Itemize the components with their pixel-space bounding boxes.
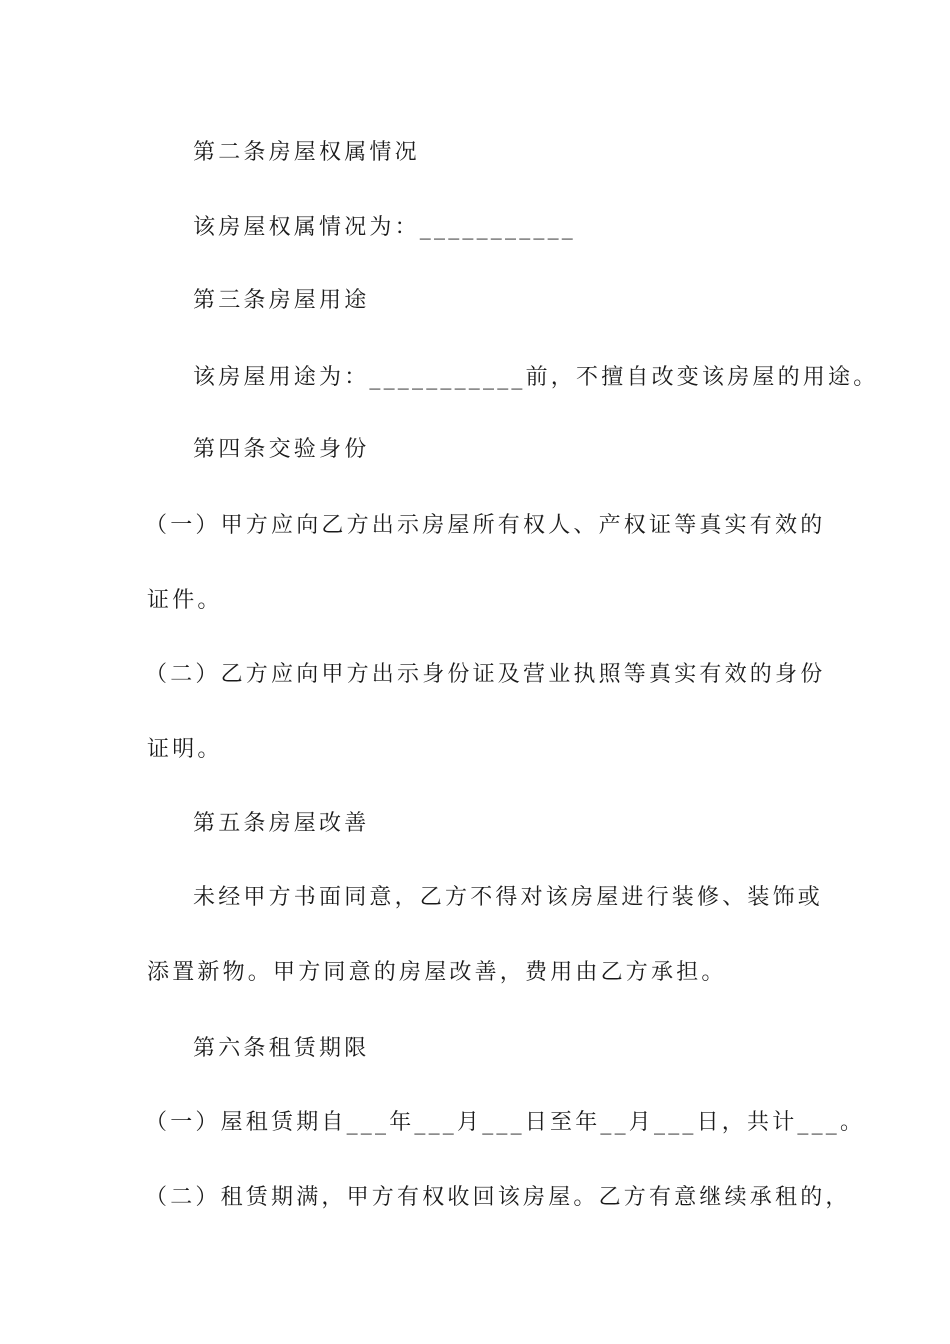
paragraph-term-item-2: （二）租赁期满，甲方有权收回该房屋。乙方有意继续承租的，	[145, 1185, 851, 1210]
paragraph-usage: 该房屋用途为：___________前，不擅自改变该房屋的用途。	[193, 365, 879, 390]
heading-article-4: 第四条交验身份	[193, 437, 370, 462]
paragraph-ownership: 该房屋权属情况为：___________	[193, 215, 577, 240]
paragraph-item-2-line-2: 证明。	[147, 737, 223, 762]
paragraph-improvement-line-2: 添置新物。甲方同意的房屋改善，费用由乙方承担。	[147, 960, 727, 985]
paragraph-item-1-line-2: 证件。	[147, 588, 223, 613]
heading-article-5: 第五条房屋改善	[193, 811, 370, 836]
paragraph-item-2-line-1: （二）乙方应向甲方出示身份证及营业执照等真实有效的身份	[145, 662, 826, 687]
heading-article-2: 第二条房屋权属情况	[193, 140, 420, 165]
heading-article-6: 第六条租赁期限	[193, 1036, 370, 1061]
heading-article-3: 第三条房屋用途	[193, 288, 370, 313]
paragraph-item-1-line-1: （一）甲方应向乙方出示房屋所有权人、产权证等真实有效的	[145, 513, 826, 538]
paragraph-term-item-1: （一）屋租赁期自___年___月___日至年__月___日，共计___。	[145, 1110, 866, 1135]
paragraph-improvement-line-1: 未经甲方书面同意，乙方不得对该房屋进行装修、装饰或	[193, 885, 824, 910]
